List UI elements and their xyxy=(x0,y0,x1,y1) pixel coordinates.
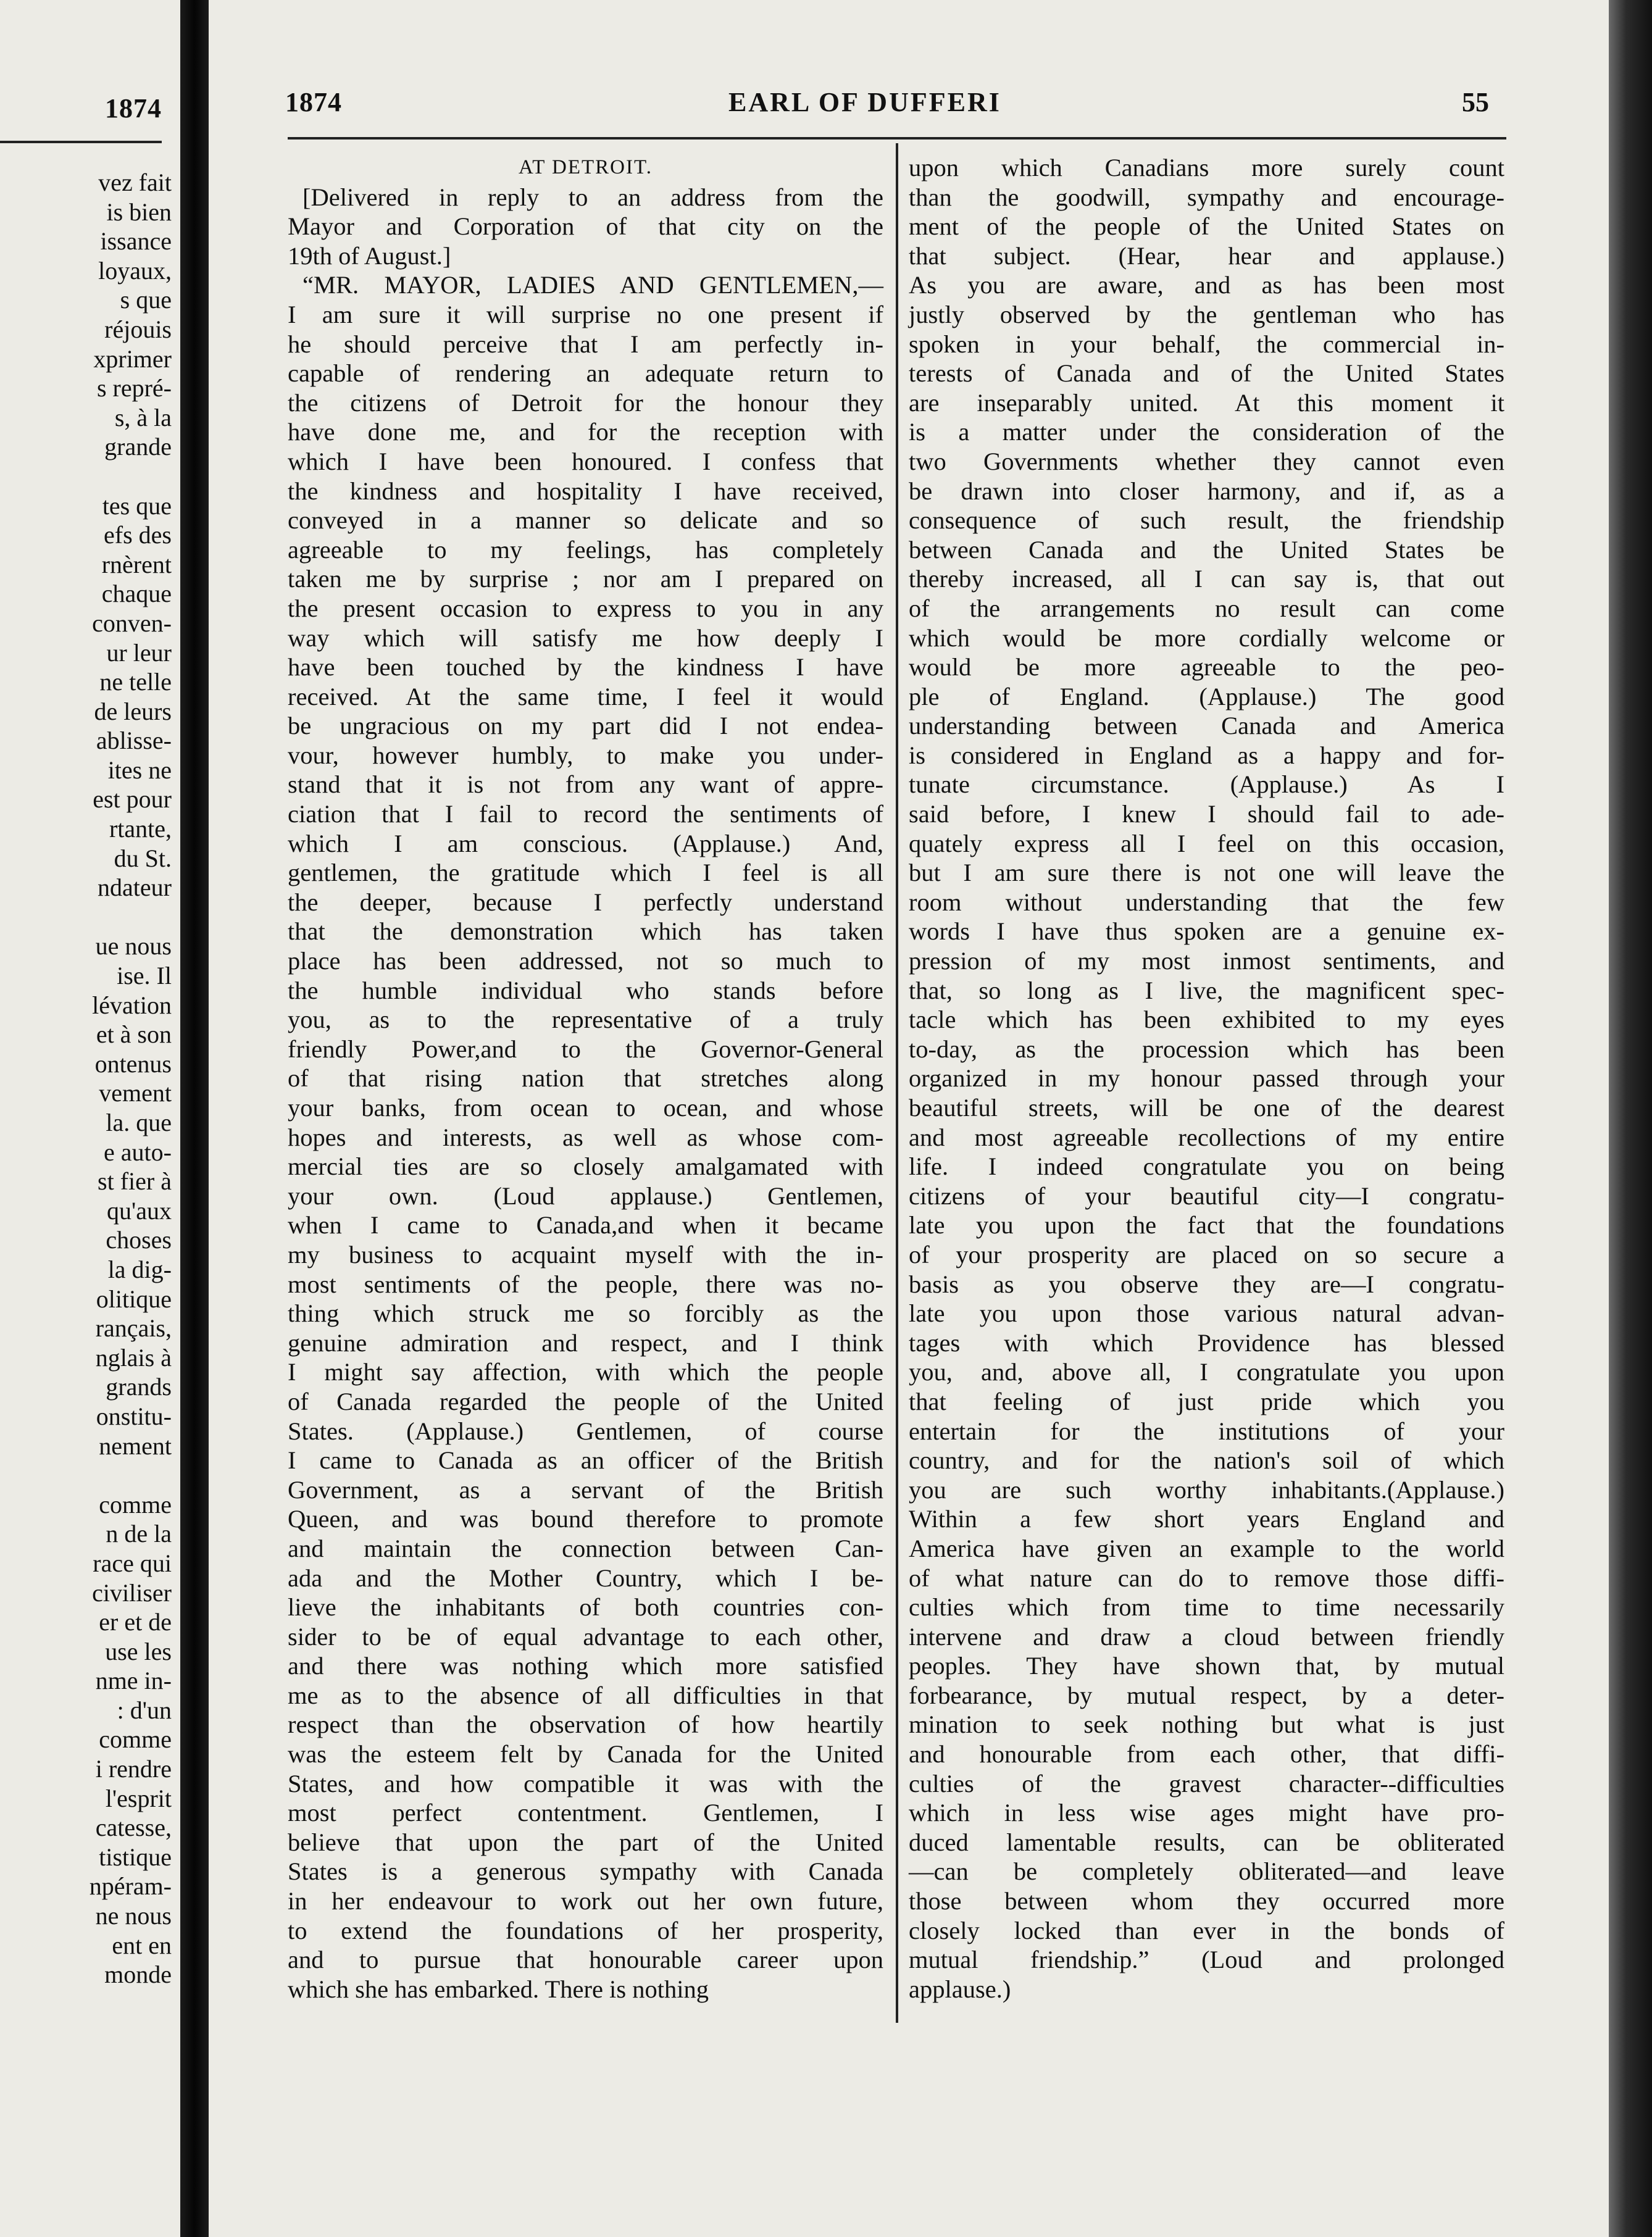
text-line: ple of England. (Applause.) The good xyxy=(909,682,1504,710)
text-line: As you are aware, and as has been most xyxy=(909,271,1504,299)
text-line: of your prosperity are placed on so secure a xyxy=(909,1240,1504,1268)
text-line: civiliser xyxy=(92,1578,172,1607)
text-line: ne nous xyxy=(95,1902,172,1930)
text-line: nement xyxy=(99,1431,172,1460)
text-line: spoken in your behalf, the commercial in- xyxy=(909,330,1504,358)
header-title: EARL OF DUFFERI xyxy=(728,87,1001,117)
column-divider xyxy=(896,143,898,2023)
text-line: that subject. (Hear, hear and applause.) xyxy=(909,241,1504,270)
text-line: mutual friendship.” (Loud and prolonged xyxy=(909,1946,1504,1974)
text-line: and to pursue that honourable career upon xyxy=(288,1946,883,1974)
text-line: of the arrangements no result can come xyxy=(909,594,1504,622)
text-line: réjouis xyxy=(104,315,172,343)
text-line: olitique xyxy=(96,1285,172,1313)
text-line: n de la xyxy=(106,1520,172,1548)
text-line: is bien xyxy=(106,198,172,226)
text-line: and most agreeable recollections of my entire xyxy=(909,1123,1504,1151)
text-line: your own. (Loud applause.) Gentlemen, xyxy=(288,1181,883,1210)
left-column xyxy=(288,153,883,2004)
text-line: efs des xyxy=(104,521,172,549)
text-line: ne telle xyxy=(99,668,172,696)
text-line: thing which struck me so forcibly as the xyxy=(288,1299,883,1328)
text-line: use les xyxy=(105,1637,172,1665)
previous-page-text xyxy=(0,168,172,1989)
text-line: applause.) xyxy=(909,1975,1011,2003)
text-line: that feeling of just pride which you xyxy=(909,1387,1504,1415)
text-line: onstitu- xyxy=(96,1402,172,1430)
text-line: capable of rendering an adequate return to xyxy=(288,359,883,388)
text-line: issance xyxy=(100,227,172,256)
page-edge xyxy=(1609,0,1652,2237)
text-line: culties of the gravest character--difficulties xyxy=(909,1769,1504,1798)
text-line: I am sure it will surprise no one present if xyxy=(288,300,883,328)
text-line: catesse, xyxy=(95,1814,172,1842)
text-line xyxy=(0,1460,172,1490)
text-line: stand that it is not from any want of appre- xyxy=(288,770,883,799)
text-line: than the goodwill, sympathy and encourage- xyxy=(909,183,1504,211)
text-line: sider to be of equal advantage to each other, xyxy=(288,1622,883,1651)
text-line: s que xyxy=(120,286,172,314)
text-line: ciation that I fail to record the sentiments of xyxy=(288,800,883,828)
text-line: between Canada and the United States be xyxy=(909,535,1504,564)
text-line: be drawn into closer harmony, and if, as a xyxy=(909,477,1504,505)
text-line: grande xyxy=(104,433,172,461)
text-line: grands xyxy=(106,1373,172,1401)
text-line: s, à la xyxy=(114,403,172,431)
text-line: “MR. MAYOR, LADIES AND GENTLEMEN,— xyxy=(302,271,883,299)
text-line: tacle which has been exhibited to my eyes xyxy=(909,1006,1504,1034)
text-line: organized in my honour passed through your xyxy=(909,1064,1504,1093)
header-year: 1874 xyxy=(285,87,342,117)
text-line: terests of Canada and of the United States xyxy=(909,359,1504,388)
text-line: hopes and interests, as well as whose com- xyxy=(288,1123,883,1151)
text-line: tes que xyxy=(102,491,172,520)
text-line: loyaux, xyxy=(98,256,172,285)
page xyxy=(209,0,1609,2237)
text-line: two Governments whether they cannot even xyxy=(909,447,1504,475)
text-line: npéram- xyxy=(89,1872,172,1901)
text-line xyxy=(0,902,172,932)
text-line: are inseparably united. At this moment it xyxy=(909,388,1504,417)
text-line: you, and, above all, I congratulate you upon xyxy=(909,1358,1504,1386)
text-line: the present occasion to express to you in any xyxy=(288,594,883,622)
previous-page-header-rule xyxy=(0,141,162,143)
text-line: ment of the people of the United States on xyxy=(909,212,1504,241)
text-line: have done me, and for the reception with xyxy=(288,418,883,446)
text-line: life. I indeed congratulate you on being xyxy=(909,1152,1504,1181)
text-line: and maintain the connection between Can- xyxy=(288,1534,883,1562)
running-header xyxy=(209,86,1609,130)
previous-page-year: 1874 xyxy=(105,93,162,123)
text-line: your banks, from ocean to ocean, and whose xyxy=(288,1094,883,1122)
text-line: citizens of your beautiful city—I congratu- xyxy=(909,1181,1504,1210)
text-line: words I have thus spoken are a genuine ex- xyxy=(909,917,1504,946)
text-line: l'esprit xyxy=(105,1784,172,1812)
previous-page-fragment xyxy=(0,0,180,2237)
text-line: : d'un xyxy=(117,1696,172,1724)
text-line: ndateur xyxy=(98,873,172,902)
text-line: is a matter under the consideration of the xyxy=(909,418,1504,446)
text-line: believe that upon the part of the United xyxy=(288,1828,883,1856)
text-line: room without understanding that the few xyxy=(909,888,1504,916)
text-line: race qui xyxy=(93,1549,172,1577)
text-line: rançais, xyxy=(95,1314,172,1343)
text-line: closely locked than ever in the bonds of xyxy=(909,1916,1504,1944)
text-line: du St. xyxy=(114,844,172,872)
text-line: nglais à xyxy=(95,1343,172,1372)
text-line: of Canada regarded the people of the United xyxy=(288,1387,883,1415)
text-line: of that rising nation that stretches along xyxy=(288,1064,883,1093)
text-line: lieve the inhabitants of both countries con- xyxy=(288,1593,883,1622)
text-line: States. (Applause.) Gentlemen, of course xyxy=(288,1417,883,1445)
text-line: forbearance, by mutual respect, by a deter- xyxy=(909,1681,1504,1709)
text-line: culties which from time to time necessarily xyxy=(909,1593,1504,1622)
book-spine xyxy=(180,0,209,2237)
text-line: he should perceive that I am perfectly in- xyxy=(288,330,883,358)
text-line: taken me by surprise ; nor am I prepared on xyxy=(288,565,883,593)
text-line: ur leur xyxy=(106,638,172,667)
text-line: chaque xyxy=(101,580,172,608)
text-line: er et de xyxy=(99,1608,172,1636)
text-line: which in less wise ages might have pro- xyxy=(909,1799,1504,1827)
text-line: comme xyxy=(99,1490,172,1518)
text-line: late you upon the fact that the foundations xyxy=(909,1211,1504,1239)
text-line: ites ne xyxy=(107,756,172,784)
text-line: which would be more cordially welcome or xyxy=(909,623,1504,652)
text-line: which she has embarked. There is nothing xyxy=(288,1975,709,2003)
text-line: me as to the absence of all difficulties in that xyxy=(288,1681,883,1709)
text-line: la dig- xyxy=(107,1255,172,1283)
text-line: ada and the Mother Country, which I be- xyxy=(288,1564,883,1592)
text-line: entertain for the institutions of your xyxy=(909,1417,1504,1445)
text-line: those between whom they occurred more xyxy=(909,1887,1504,1915)
text-line: in her endeavour to work out her own future, xyxy=(288,1887,883,1915)
text-line: to extend the foundations of her prosperity, xyxy=(288,1916,883,1944)
text-line: to-day, as the procession which has been xyxy=(909,1035,1504,1063)
text-line: country, and for the nation's soil of which xyxy=(909,1446,1504,1475)
text-line: the deeper, because I perfectly understand xyxy=(288,888,883,916)
text-line: i rendre xyxy=(95,1755,172,1783)
text-line: I came to Canada as an officer of the British xyxy=(288,1446,883,1475)
text-line: is considered in England as a happy and for- xyxy=(909,741,1504,769)
text-line: ontenus xyxy=(94,1049,172,1078)
text-line: choses xyxy=(106,1226,172,1254)
text-line: de leurs xyxy=(94,697,172,725)
text-line: way which will satisfy me how deeply I xyxy=(288,623,883,652)
text-line: st fier à xyxy=(98,1167,172,1196)
text-line: quately express all I feel on this occasion, xyxy=(909,829,1504,857)
text-line: vement xyxy=(99,1079,172,1107)
text-line: the kindness and hospitality I have received, xyxy=(288,477,883,505)
text-line: which I have been honoured. I confess that xyxy=(288,447,883,475)
text-line: justly observed by the gentleman who has xyxy=(909,300,1504,328)
text-line: tunate circumstance. (Applause.) As I xyxy=(909,770,1504,799)
text-line: monde xyxy=(104,1960,172,1989)
text-line: and there was nothing which more satisfied xyxy=(288,1652,883,1680)
text-line: the humble individual who stands before xyxy=(288,976,883,1004)
text-line: you are such worthy inhabitants.(Applause.) xyxy=(909,1475,1504,1504)
text-line: but I am sure there is not one will leave the xyxy=(909,859,1504,887)
text-line: rnèrent xyxy=(101,550,172,578)
text-line: you, as to the representative of a truly xyxy=(288,1006,883,1034)
text-line: s repré- xyxy=(96,374,172,402)
text-line: would be more agreeable to the peo- xyxy=(909,653,1504,681)
text-line: gentlemen, the gratitude which I feel is all xyxy=(288,859,883,887)
text-line: xprimer xyxy=(93,344,172,373)
text-line: tages with which Providence has blessed xyxy=(909,1328,1504,1357)
text-line: that, so long as I live, the magnificent spec- xyxy=(909,976,1504,1004)
text-line: rtante, xyxy=(109,815,172,843)
text-line: respect than the observation of how heartily xyxy=(288,1710,883,1739)
text-line: ue nous xyxy=(95,932,172,960)
text-line: Queen, and was bound therefore to promote xyxy=(288,1505,883,1533)
text-line: the citizens of Detroit for the honour they xyxy=(288,388,883,417)
text-line: place has been addressed, not so much to xyxy=(288,947,883,975)
text-line: thereby increased, all I can say is, that out xyxy=(909,565,1504,593)
text-line: ent en xyxy=(112,1931,172,1959)
text-line: vez fait xyxy=(98,169,172,196)
text-line: [Delivered in reply to an address from the xyxy=(302,183,883,211)
text-line: friendly Power,and to the Governor-General xyxy=(288,1035,883,1063)
text-line: et à son xyxy=(96,1020,172,1049)
text-line: was the esteem felt by Canada for the United xyxy=(288,1740,883,1768)
text-line: vour, however humbly, to make you under- xyxy=(288,741,883,769)
text-line: est pour xyxy=(93,785,172,814)
page-number: 55 xyxy=(1462,87,1489,117)
text-line: have been touched by the kindness I have xyxy=(288,653,883,681)
text-line: consequence of such result, the friendship xyxy=(909,506,1504,535)
text-line: mercial ties are so closely amalgamated with xyxy=(288,1152,883,1181)
text-line: ise. Il xyxy=(117,962,172,990)
text-line: which I am conscious. (Applause.) And, xyxy=(288,829,883,857)
text-line: Government, as a servant of the British xyxy=(288,1475,883,1504)
text-line: beautiful streets, will be one of the dearest xyxy=(909,1094,1504,1122)
text-line: pression of my most inmost sentiments, and xyxy=(909,947,1504,975)
text-line: understanding between Canada and America xyxy=(909,712,1504,740)
header-rule xyxy=(288,137,1506,140)
text-line: be ungracious on my part did I not endea- xyxy=(288,712,883,740)
text-line: —can be completely obliterated—and leave xyxy=(909,1857,1504,1886)
text-line: when I came to Canada,and when it became xyxy=(288,1211,883,1239)
text-line: States is a generous sympathy with Canada xyxy=(288,1857,883,1886)
text-line: lévation xyxy=(92,991,172,1019)
text-line: mination to seek nothing but what is just xyxy=(909,1710,1504,1739)
section-heading: AT DETROIT. xyxy=(519,156,653,178)
text-line: America have given an example to the world xyxy=(909,1534,1504,1562)
text-line: my business to acquaint myself with the in- xyxy=(288,1240,883,1268)
text-line: comme xyxy=(99,1725,172,1754)
text-line: qu'aux xyxy=(107,1196,172,1225)
text-line: la. que xyxy=(106,1109,172,1136)
right-column-text xyxy=(909,153,1504,2004)
text-line: genuine admiration and respect, and I think xyxy=(288,1328,883,1357)
text-line xyxy=(0,462,172,491)
text-line: most perfect contentment. Gentlemen, I xyxy=(288,1799,883,1827)
text-line: upon which Canadians more surely count xyxy=(909,154,1504,181)
text-line: duced lamentable results, can be obliterated xyxy=(909,1828,1504,1856)
text-line: I might say affection, with which the people xyxy=(288,1358,883,1386)
text-line: States, and how compatible it was with the xyxy=(288,1769,883,1798)
text-line: tistique xyxy=(99,1843,172,1871)
text-line: agreeable to my feelings, has completely xyxy=(288,535,883,564)
text-line: Mayor and Corporation of that city on the xyxy=(288,212,883,241)
text-line: of what nature can do to remove those diffi- xyxy=(909,1564,1504,1592)
text-line: and honourable from each other, that diffi- xyxy=(909,1740,1504,1768)
text-line: most sentiments of the people, there was no- xyxy=(288,1270,883,1298)
text-line: Within a few short years England and xyxy=(909,1505,1504,1533)
text-line: 19th of August.] xyxy=(288,241,451,270)
text-line: received. At the same time, I feel it would xyxy=(288,682,883,710)
text-line: that the demonstration which has taken xyxy=(288,917,883,946)
left-column-text xyxy=(288,183,883,2004)
text-line: ablisse- xyxy=(96,727,172,755)
text-line: nme in- xyxy=(95,1667,172,1695)
text-line: peoples. They have shown that, by mutual xyxy=(909,1652,1504,1680)
text-line: late you upon those various natural advan- xyxy=(909,1299,1504,1328)
right-column xyxy=(909,153,1504,2004)
text-line: e auto- xyxy=(104,1138,172,1166)
text-line: said before, I knew I should fail to ade- xyxy=(909,800,1504,828)
text-line: conven- xyxy=(92,609,172,637)
text-line: basis as you observe they are—I congratu- xyxy=(909,1270,1504,1298)
text-line: conveyed in a manner so delicate and so xyxy=(288,506,883,535)
text-line: intervene and draw a cloud between friendly xyxy=(909,1622,1504,1651)
